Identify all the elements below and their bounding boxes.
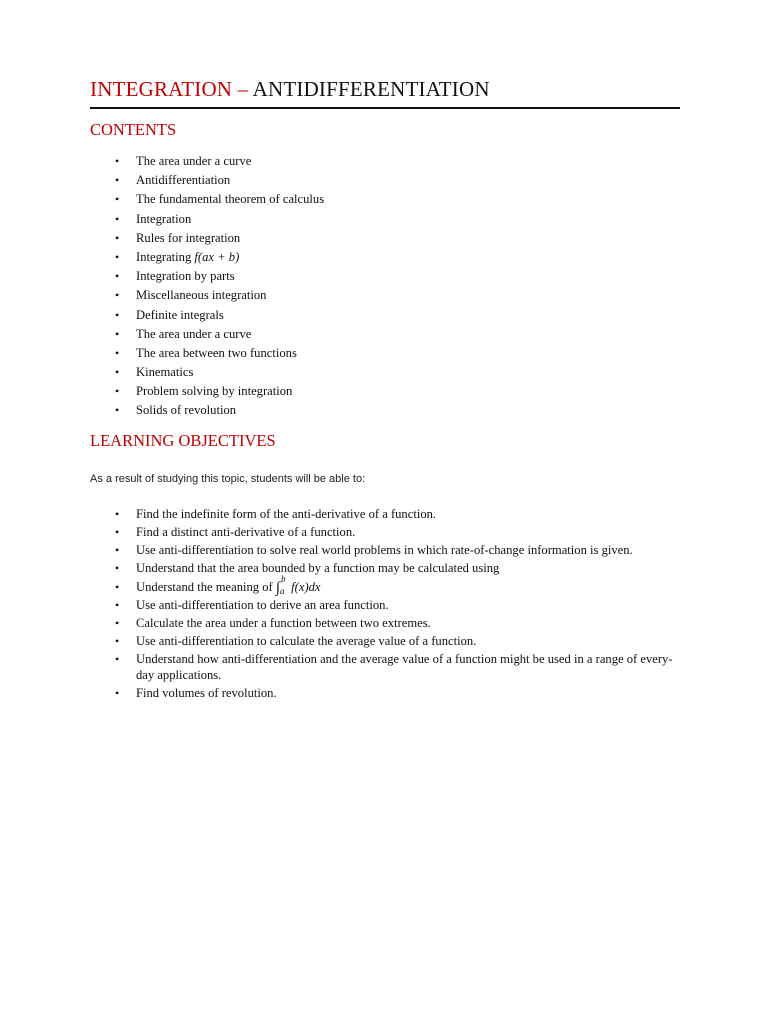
list-item-text: Integration by parts (136, 269, 235, 284)
bullet: • (115, 403, 120, 418)
contents-list (90, 152, 680, 421)
objectives-list (90, 506, 680, 703)
list-item-text: Integrating (136, 249, 195, 264)
list-item (90, 524, 680, 541)
list-item (90, 560, 680, 577)
bullet: • (115, 597, 120, 612)
bullet: • (115, 365, 120, 380)
title-antidifferentiation: ANTIDIFFERENTIATION (248, 77, 490, 101)
bullet: • (115, 345, 120, 360)
list-item-text: Understand how anti-differentiation and the average value of a function might be used in a range of every-day applications. (136, 651, 673, 683)
integral-sign: ∫ (275, 580, 280, 597)
list-item (90, 210, 680, 229)
list-item (90, 382, 680, 401)
list-item-text: Find volumes of revolution. (136, 686, 277, 701)
list-item-text: Use anti-differentiation to derive an area function. (136, 597, 389, 612)
list-item (90, 152, 680, 171)
list-item-text: Solids of revolution (136, 403, 237, 418)
list-item-text: Antidifferentiation (136, 173, 231, 188)
list-item (90, 574, 680, 597)
list-item (90, 286, 680, 305)
list-item (90, 229, 680, 248)
bullet: • (115, 524, 120, 539)
list-item (90, 171, 680, 190)
bullet: • (115, 580, 120, 595)
learning-objectives-heading: LEARNING OBJECTIVES (90, 431, 276, 450)
list-item-text: Rules for integration (136, 230, 241, 245)
bullet: • (115, 249, 120, 264)
bullet: • (115, 173, 120, 188)
list-item (90, 506, 680, 523)
bullet: • (115, 230, 120, 245)
list-item (90, 325, 680, 344)
bullet: • (115, 633, 120, 648)
list-item-text: Use anti-differentiation to solve real world problems in which rate-of-change information is given. (136, 542, 633, 557)
bullet: • (115, 192, 120, 207)
list-item-text: Integration (136, 211, 192, 226)
title-underline (90, 107, 680, 109)
list-item (90, 306, 680, 325)
lower-limit: a (280, 586, 285, 597)
contents-heading: CONTENTS (90, 120, 177, 139)
list-item-text: The fundamental theorem of calculus (136, 192, 325, 207)
list-item (90, 542, 680, 559)
list-item (90, 651, 680, 684)
bullet: • (115, 211, 120, 226)
bullet: • (115, 615, 120, 630)
list-item-text: Understand the meaning of (136, 580, 276, 595)
bullet: • (115, 686, 120, 701)
bullet: • (115, 507, 120, 521)
bullet: • (115, 560, 120, 575)
list-item (90, 363, 680, 382)
list-item (90, 633, 680, 650)
bullet: • (115, 307, 120, 322)
bullet: • (115, 542, 120, 557)
integrand: f(x)dx (291, 580, 321, 595)
bullet: • (115, 269, 120, 284)
page-title (90, 76, 680, 102)
list-item (90, 248, 680, 267)
list-item-text: Understand that the area bounded by a function may be calculated using (136, 560, 500, 575)
list-item-text: Calculate the area under a function between two extremes. (136, 615, 431, 630)
bullet: • (115, 154, 120, 168)
integral-limits (280, 574, 288, 597)
list-item-text: The area under a curve (136, 154, 252, 168)
list-item (90, 267, 680, 286)
list-item (90, 615, 680, 632)
bullet: • (115, 288, 120, 303)
list-item-text: Kinematics (136, 365, 194, 380)
list-item-text: Problem solving by integration (136, 384, 293, 399)
definite-integral (275, 574, 321, 597)
list-item-text: Miscellaneous integration (136, 288, 267, 303)
list-item (90, 401, 680, 420)
title-integration: INTEGRATION – (90, 77, 249, 101)
list-item-text: Definite integrals (136, 307, 224, 322)
list-item (90, 344, 680, 363)
integrating-formula: f(ax + b) (194, 249, 240, 264)
objectives-intro: As a result of studying this topic, students will be able to: (90, 473, 366, 485)
list-item (90, 597, 680, 614)
list-item-text: Use anti-differentiation to calculate the average value of a function. (136, 633, 477, 648)
bullet: • (115, 384, 120, 399)
bullet: • (115, 326, 120, 341)
upper-limit: b (281, 574, 286, 585)
list-item-text: The area under a curve (136, 326, 252, 341)
list-item-text: Find a distinct anti-derivative of a function. (136, 524, 356, 539)
list-item-text: Find the indefinite form of the anti-derivative of a function. (136, 507, 437, 521)
list-item (90, 190, 680, 209)
list-item (90, 685, 680, 702)
bullet: • (115, 651, 120, 666)
list-item-text: The area between two functions (136, 345, 297, 360)
